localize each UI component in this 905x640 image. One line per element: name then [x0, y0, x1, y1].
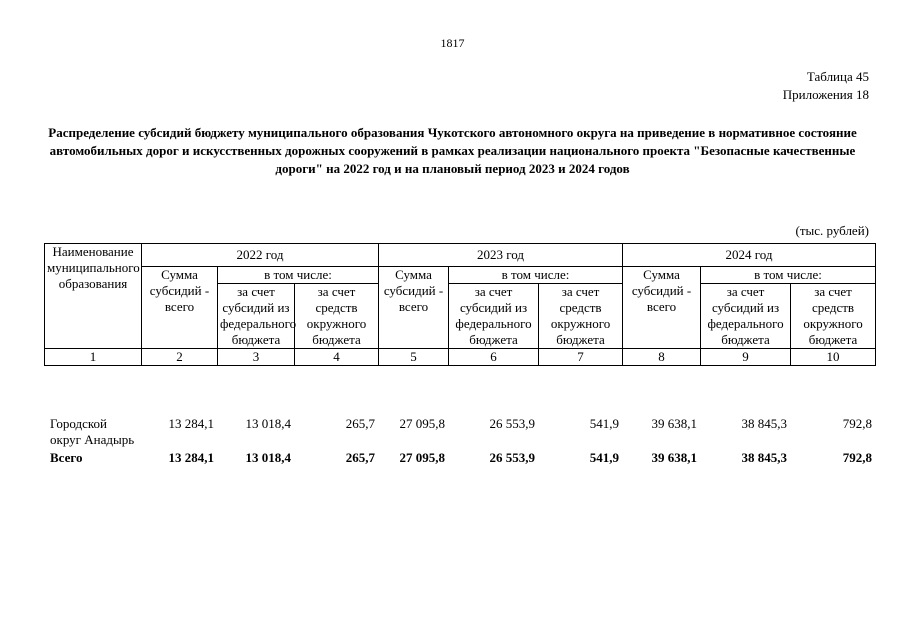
total-value: 26 553,9: [489, 450, 535, 465]
col-number: 4: [295, 349, 379, 366]
cell-value: 265,7: [345, 416, 375, 431]
total-value: 27 095,8: [399, 450, 445, 465]
page-number: 1817: [440, 36, 465, 50]
col-number: 1: [45, 349, 142, 366]
cell-value: 39 638,1: [651, 416, 697, 431]
cell-value: 792,8: [842, 416, 872, 431]
col-number: 10: [791, 349, 876, 366]
total-label: Всего: [50, 450, 83, 465]
col-number: 6: [449, 349, 539, 366]
header-incl-2024: в том числе:: [701, 267, 876, 284]
header-district-2023: за счет средств окружного бюджета: [539, 284, 623, 349]
subsidy-table-body: [44, 416, 875, 466]
cell-value: 13 284,1: [168, 416, 214, 431]
total-value: 13 284,1: [168, 450, 214, 465]
units-label: (тыс. рублей): [795, 223, 869, 238]
cell-value: 38 845,3: [741, 416, 787, 431]
table-row: [44, 416, 875, 448]
cell-value: 26 553,9: [489, 416, 535, 431]
appendix-reference: Приложения 18: [782, 87, 869, 102]
col-number: 2: [142, 349, 218, 366]
total-row: [44, 448, 875, 466]
col-number: 8: [623, 349, 701, 366]
subsidy-table-header: [44, 243, 876, 366]
header-name-column: Наименование муниципального образования: [45, 244, 142, 349]
total-value: 265,7: [345, 450, 375, 465]
total-value: 39 638,1: [651, 450, 697, 465]
document-title: Распределение субсидий бюджету муниципального образования Чукотского автономного округа на приведение в нормативное состояние автомобильных дорог и искусственных дорожных сооружений в рамках реализации национального проекта "Безопасные качественные дороги" на 2022 год и на плановый период 2023 и 2024 годов: [48, 125, 857, 176]
total-value: 792,8: [842, 450, 872, 465]
col-number: 7: [539, 349, 623, 366]
total-value: 38 845,3: [741, 450, 787, 465]
header-federal-2022: за счет субсидий из федерального бюджета: [218, 284, 295, 349]
header-district-2022: за счет средств окружного бюджета: [295, 284, 379, 349]
row-name: Городской округ Анадырь: [50, 416, 135, 447]
cell-value: 13 018,4: [245, 416, 291, 431]
header-total-2024: Сумма субсидий - всего: [623, 267, 701, 349]
col-number: 3: [218, 349, 295, 366]
header-total-2023: Сумма субсидий - всего: [379, 267, 449, 349]
col-number: 9: [701, 349, 791, 366]
total-value: 13 018,4: [245, 450, 291, 465]
header-incl-2022: в том числе:: [218, 267, 379, 284]
cell-value: 27 095,8: [399, 416, 445, 431]
table-reference: Таблица 45: [806, 69, 869, 84]
header-year-2024: 2024 год: [623, 244, 876, 267]
header-federal-2024: за счет субсидий из федерального бюджета: [701, 284, 791, 349]
header-total-2022: Сумма субсидий - всего: [142, 267, 218, 349]
header-incl-2023: в том числе:: [449, 267, 623, 284]
header-federal-2023: за счет субсидий из федерального бюджета: [449, 284, 539, 349]
header-year-2023: 2023 год: [379, 244, 623, 267]
col-number: 5: [379, 349, 449, 366]
header-year-2022: 2022 год: [142, 244, 379, 267]
header-district-2024: за счет средств окружного бюджета: [791, 284, 876, 349]
cell-value: 541,9: [589, 416, 619, 431]
total-value: 541,9: [589, 450, 619, 465]
